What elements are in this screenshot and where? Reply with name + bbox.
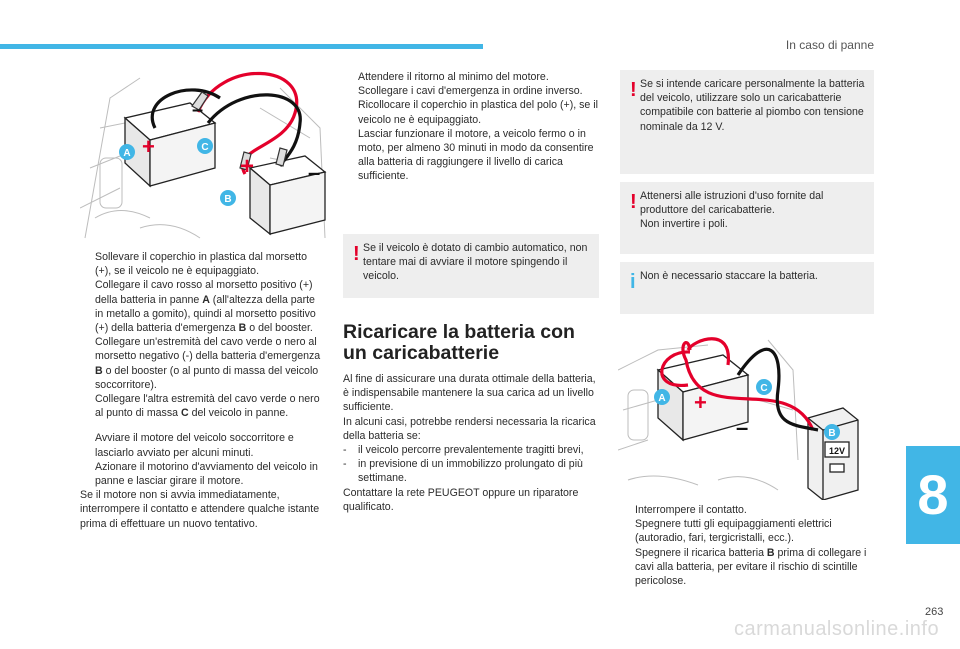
svg-text:C: C <box>760 383 768 394</box>
watermark: carmanualsonline.info <box>734 618 940 640</box>
connect-steps <box>80 250 324 420</box>
warning-icon: ! <box>353 243 360 265</box>
section-title: Ricaricare la batteria con un caricabatterie <box>343 321 575 364</box>
warning-text: Attenersi alle istruzioni d'uso fornite dal produttore del caricabatterie. Non invertire i poli. <box>640 190 824 231</box>
callout-b <box>824 424 840 440</box>
chapter-tab: 8 <box>906 446 960 544</box>
step-list-item: Collegare il cavo rosso al morsetto positivo (+) della batteria in panne A (all'altezza della parte in metallo a gomito), quindi al morsetto positivo (+) della batteria d'emergenza B o del booster. <box>95 279 316 335</box>
plus-sign: + <box>694 390 707 415</box>
charger-steps <box>620 503 878 588</box>
warning-box-automatic <box>343 234 599 298</box>
minus-sign: – <box>736 415 749 440</box>
info-icon: i <box>630 271 636 293</box>
callout-a <box>119 144 135 160</box>
step-list-item: Collegare un'estremità del cavo verde o nero al morsetto negativo (-) della batteria d'emergenza B o del booster (o al punto di massa del veicolo soccorritore). <box>95 336 321 391</box>
column-2 <box>343 70 601 184</box>
step-list-item: Avviare il motore del veicolo soccorritore e lasciarlo avviato per alcuni minuti. <box>95 432 294 459</box>
step-list-item: Attendere il ritorno al minimo del motore. <box>358 71 549 83</box>
warning-text: Se il veicolo è dotato di cambio automatico, non tentare mai di avviare il motore spingendo il veicolo. <box>363 242 588 283</box>
intro-paragraph: Al fine di assicurare una durata ottimale della batteria, è indispensabile mantenere la sua carica ad un livello sufficiente. <box>343 373 596 414</box>
dash-list-item: - in previsione di un immobilizzo prolungato di più settimane. <box>343 458 583 485</box>
warning-icon: ! <box>630 79 637 101</box>
svg-text:A: A <box>658 393 666 404</box>
callout-c <box>756 379 772 395</box>
step-list-item: Sollevare il coperchio in plastica dal morsetto (+), se il veicolo ne è equipaggiato. <box>95 251 307 278</box>
step-list-item: Scollegare i cavi d'emergenza in ordine inverso. <box>358 85 583 98</box>
svg-text:B: B <box>828 428 836 439</box>
info-text: Non è necessario staccare la batteria. <box>640 270 818 282</box>
callout-c <box>197 138 213 154</box>
warning-box-instructions <box>620 182 874 254</box>
svg-text:C: C <box>201 142 209 153</box>
step-list-item: Azionare il motorino d'avviamento del veicolo in panne e lasciar girare il motore. <box>95 460 318 488</box>
step-list-item: Spegnere tutti gli equipaggiamenti elettrici (autoradio, fari, tergicristalli, ecc.). <box>635 518 832 545</box>
contact-paragraph: Contattare la rete PEUGEOT oppure un riparatore qualificato. <box>343 486 579 513</box>
jump-start-illustration <box>80 68 330 248</box>
start-steps <box>80 431 324 530</box>
column-1 <box>80 250 324 531</box>
svg-text:A: A <box>123 148 131 159</box>
svg-text:B: B <box>224 194 232 205</box>
battery-charger-illustration <box>618 330 868 500</box>
warning-text: Se si intende caricare personalmente la batteria del veicolo, utilizzare solo un caricabatterie compatibile con batterie al piombo con tensione nominale da 12 V. <box>640 78 865 133</box>
callout-a <box>654 389 670 405</box>
dash-list-item: - il veicolo percorre prevalentemente tragitti brevi, <box>343 444 584 457</box>
intro-paragraph-2: In alcuni casi, potrebbe rendersi necessaria la ricarica della batteria se: <box>343 415 596 442</box>
warning-icon: ! <box>630 191 637 213</box>
minus-sign: – <box>308 160 321 185</box>
step-list-item: Interrompere il contatto. <box>635 504 747 516</box>
charger-voltage-label: 12V <box>828 446 846 456</box>
warning-box-charger <box>620 70 874 174</box>
page-number: 263 <box>925 606 944 618</box>
step-list-item: Lasciar funzionare il motore, a veicolo fermo o in moto, per almeno 30 minuti in modo da consentire alla batteria di raggiungere il livello di carica sufficiente. <box>358 127 594 183</box>
step-list-item: Ricollocare il coperchio in plastica del polo (+), se il veicolo ne è equipaggiato. <box>358 99 598 126</box>
header-title: In caso di panne <box>785 38 874 52</box>
plus-sign: + <box>142 134 155 159</box>
info-box <box>620 262 874 314</box>
minus-sign: – <box>192 99 204 121</box>
closing-paragraph: Se il motore non si avvia immediatamente, interrompere il contatto e attendere qualche istante prima di effettuare un nuovo tentativo. <box>80 489 320 530</box>
step-list-item: Spegnere il ricarica batteria B prima di collegare i cavi alla batteria, per evitare il rischio di scintille pericolose. <box>635 546 867 588</box>
plus-sign: + <box>240 153 255 180</box>
charger-intro <box>343 372 601 514</box>
header-accent-bar <box>0 44 483 49</box>
callout-b <box>220 190 236 206</box>
step-list-item: Collegare l'altra estremità del cavo verde o nero al punto di massa C del veicolo in panne. <box>95 393 320 420</box>
